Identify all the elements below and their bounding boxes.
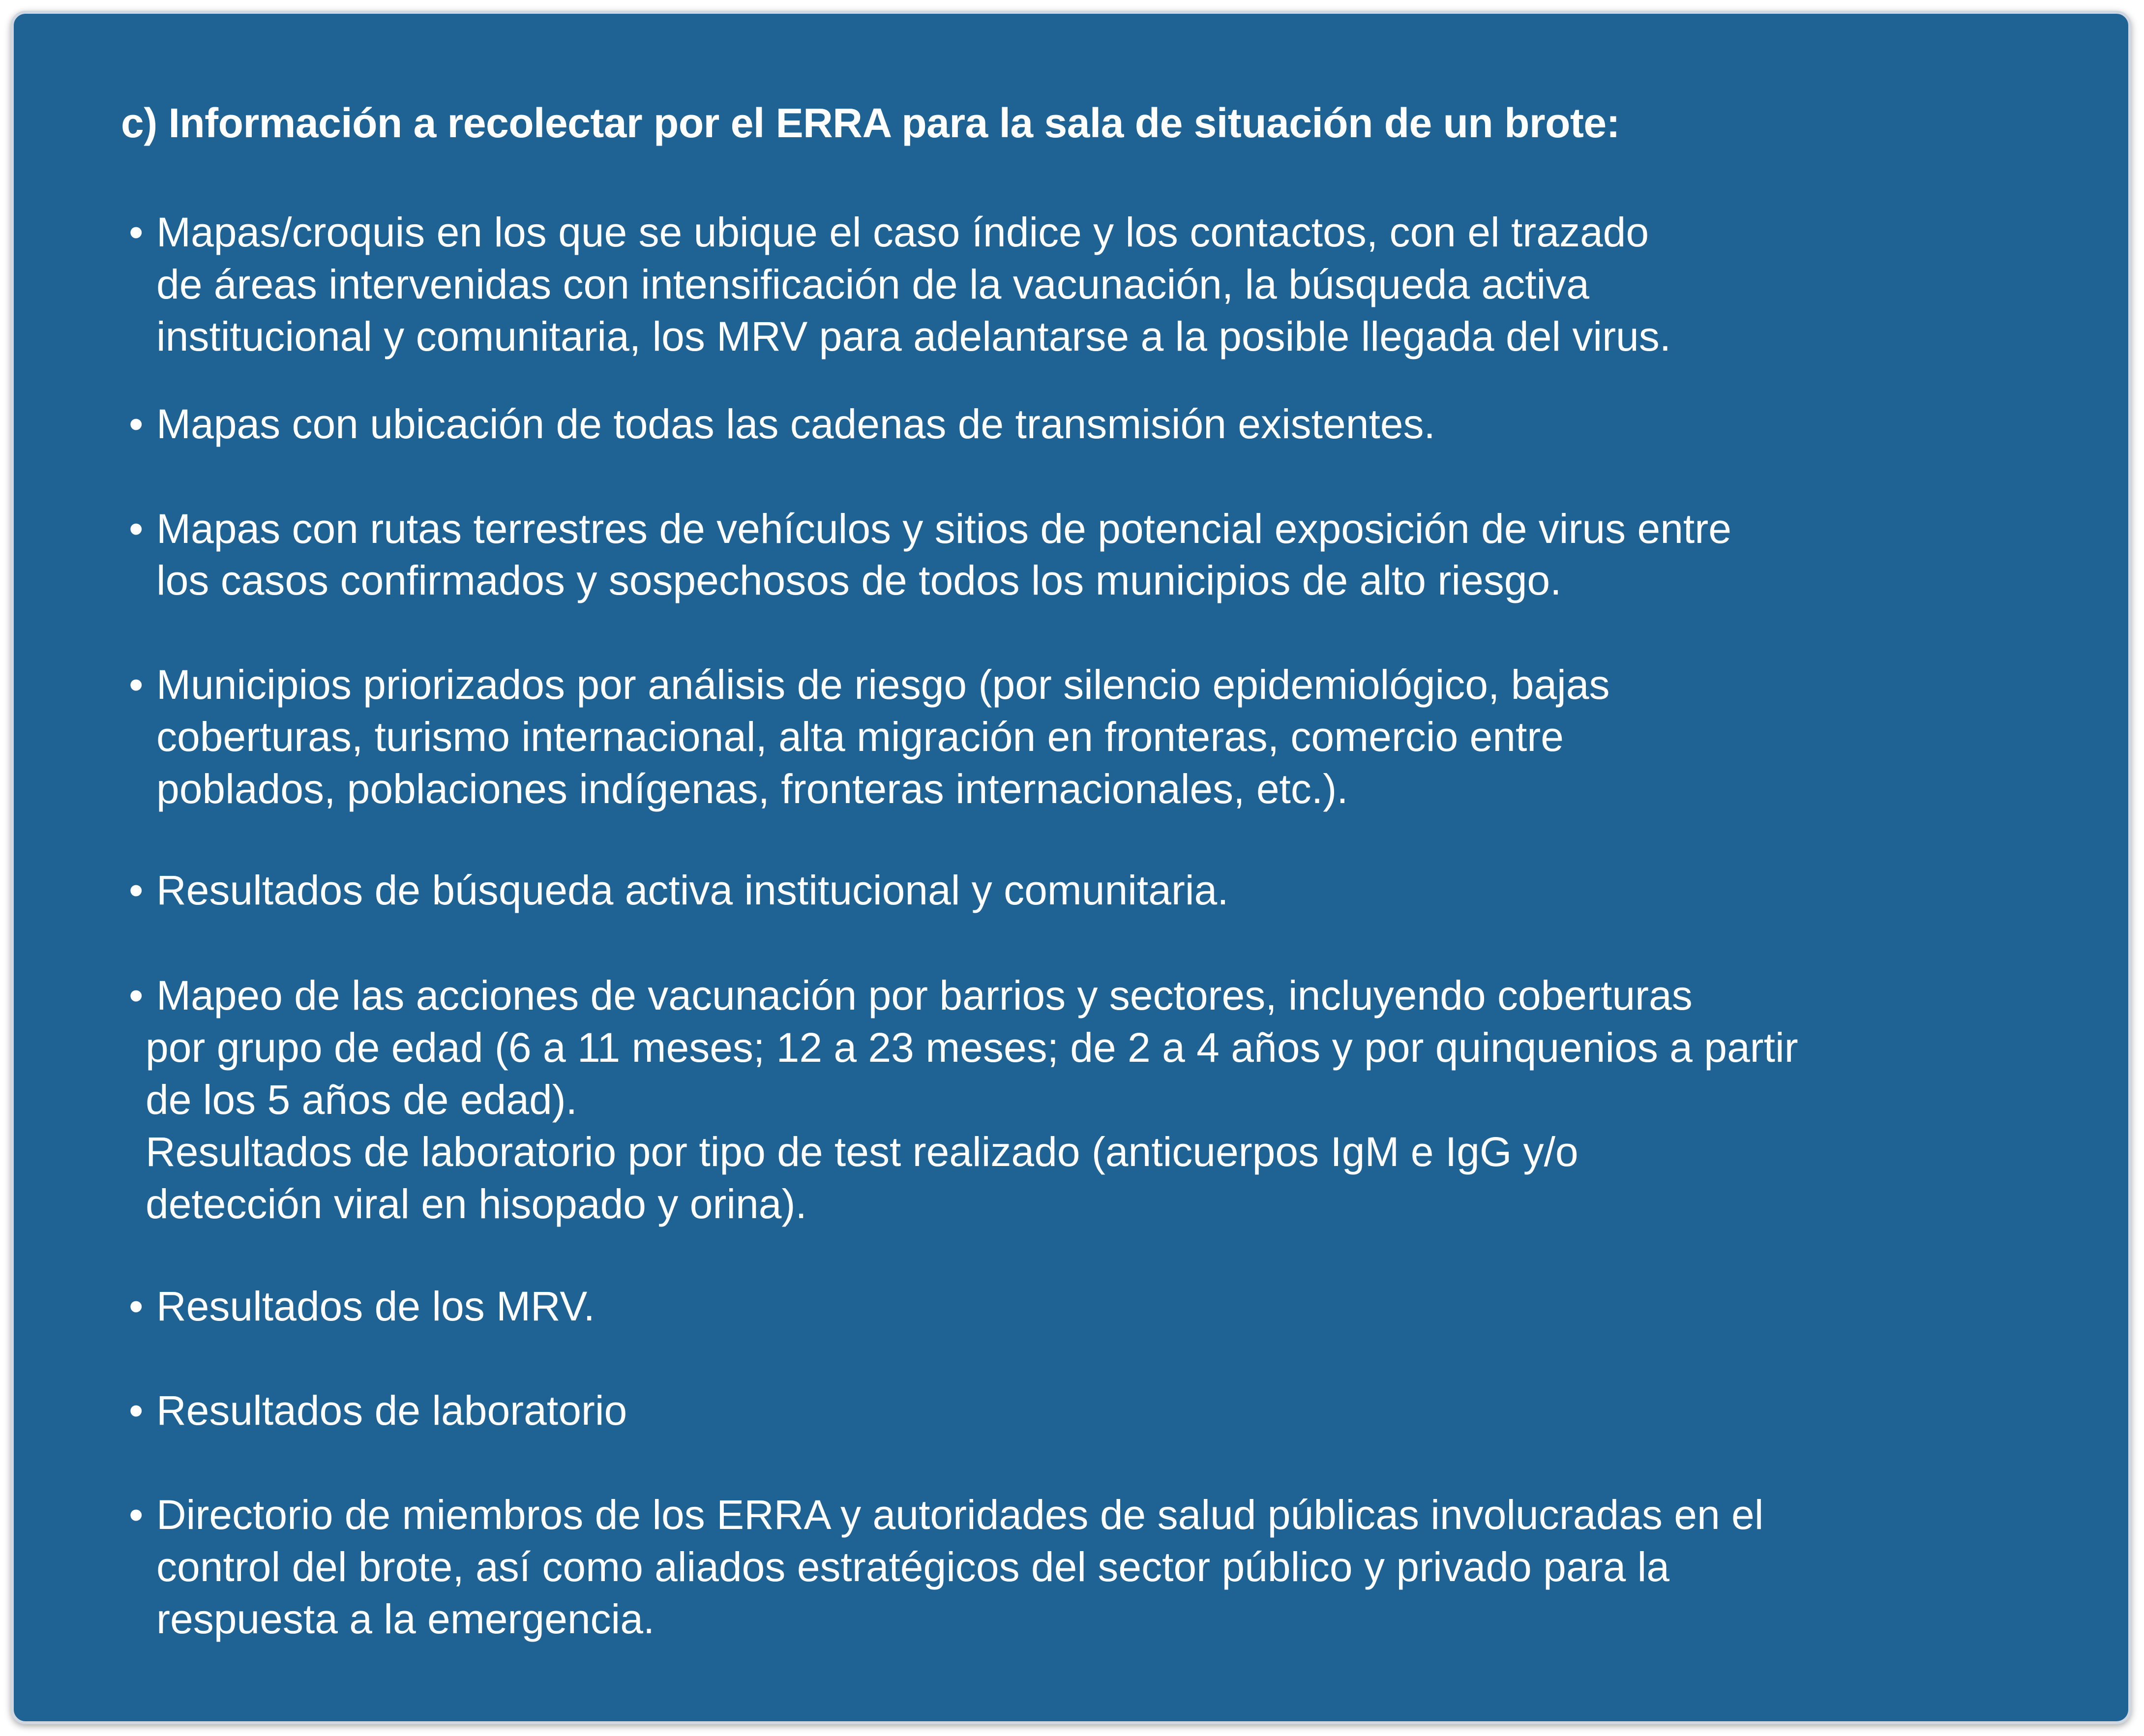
bullet-item-1-line-3: institucional y comunitaria, los MRV para adelantarse a la posible llegada del virus. (156, 313, 1671, 359)
bullet-item-6-line-4: Resultados de laboratorio por tipo de test realizado (anticuerpos IgM e IgG y/o (146, 1129, 1578, 1175)
bullet-item-1-line-1: • Mapas/croquis en los que se ubique el caso índice y los contactos, con el trazado (129, 207, 1649, 258)
bullet-item-4-line-3: poblados, poblaciones indígenas, fronteras internacionales, etc.). (156, 766, 1348, 812)
bullet-item-7-line-1: • Resultados de los MRV. (129, 1281, 595, 1332)
bullet-dot: • (129, 209, 144, 255)
bullet-dot: • (129, 1283, 144, 1329)
bullet-item-6-line-3: de los 5 años de edad). (146, 1077, 577, 1123)
bullet-item-2-line-1: • Mapas con ubicación de todas las cadenas de transmisión existentes. (129, 398, 1435, 450)
bullet-dot: • (129, 1492, 144, 1538)
bullet-item-9-line-3: respuesta a la emergencia. (156, 1596, 655, 1642)
bullet-dot: • (129, 972, 144, 1018)
bullet-item-9-line-1: • Directorio de miembros de los ERRA y autoridades de salud públicas involucradas en el (129, 1489, 1763, 1541)
bullet-item-3-line-1: • Mapas con rutas terrestres de vehículos y sitios de potencial exposición de virus entre (129, 503, 1731, 555)
bullet-item-6-line-5: detección viral en hisopado y orina). (146, 1181, 807, 1227)
bullet-item-3-line-2: los casos confirmados y sospechosos de todos los municipios de alto riesgo. (156, 557, 1562, 603)
bullet-item-5-line-1: • Resultados de búsqueda activa institucional y comunitaria. (129, 865, 1229, 916)
bullet-item-8-line-1: • Resultados de laboratorio (129, 1385, 627, 1437)
bullet-item-6-line-1: • Mapeo de las acciones de vacunación por barrios y sectores, incluyendo coberturas (129, 970, 1693, 1021)
bullet-dot: • (129, 661, 144, 708)
bullet-item-6-line-2: por grupo de edad (6 a 11 meses; 12 a 23 meses; de 2 a 4 años y por quinquenios a partir (146, 1024, 1798, 1071)
bullet-dot: • (129, 867, 144, 913)
bullet-item-4-line-1: • Municipios priorizados por análisis de riesgo (por silencio epidemiológico, bajas (129, 659, 1610, 711)
info-panel (11, 11, 2131, 1724)
bullet-dot: • (129, 401, 144, 447)
bullet-item-1-line-2: de áreas intervenidas con intensificación de la vacunación, la búsqueda activa (156, 261, 1589, 307)
bullet-dot: • (129, 1387, 144, 1434)
section-heading: c) Información a recolectar por el ERRA para la sala de situación de un brote: (121, 100, 1620, 146)
bullet-dot: • (129, 506, 144, 552)
bullet-item-9-line-2: control del brote, así como aliados estratégicos del sector público y privado para la (156, 1544, 1669, 1590)
bullet-item-4-line-2: coberturas, turismo internacional, alta migración en fronteras, comercio entre (156, 714, 1564, 760)
